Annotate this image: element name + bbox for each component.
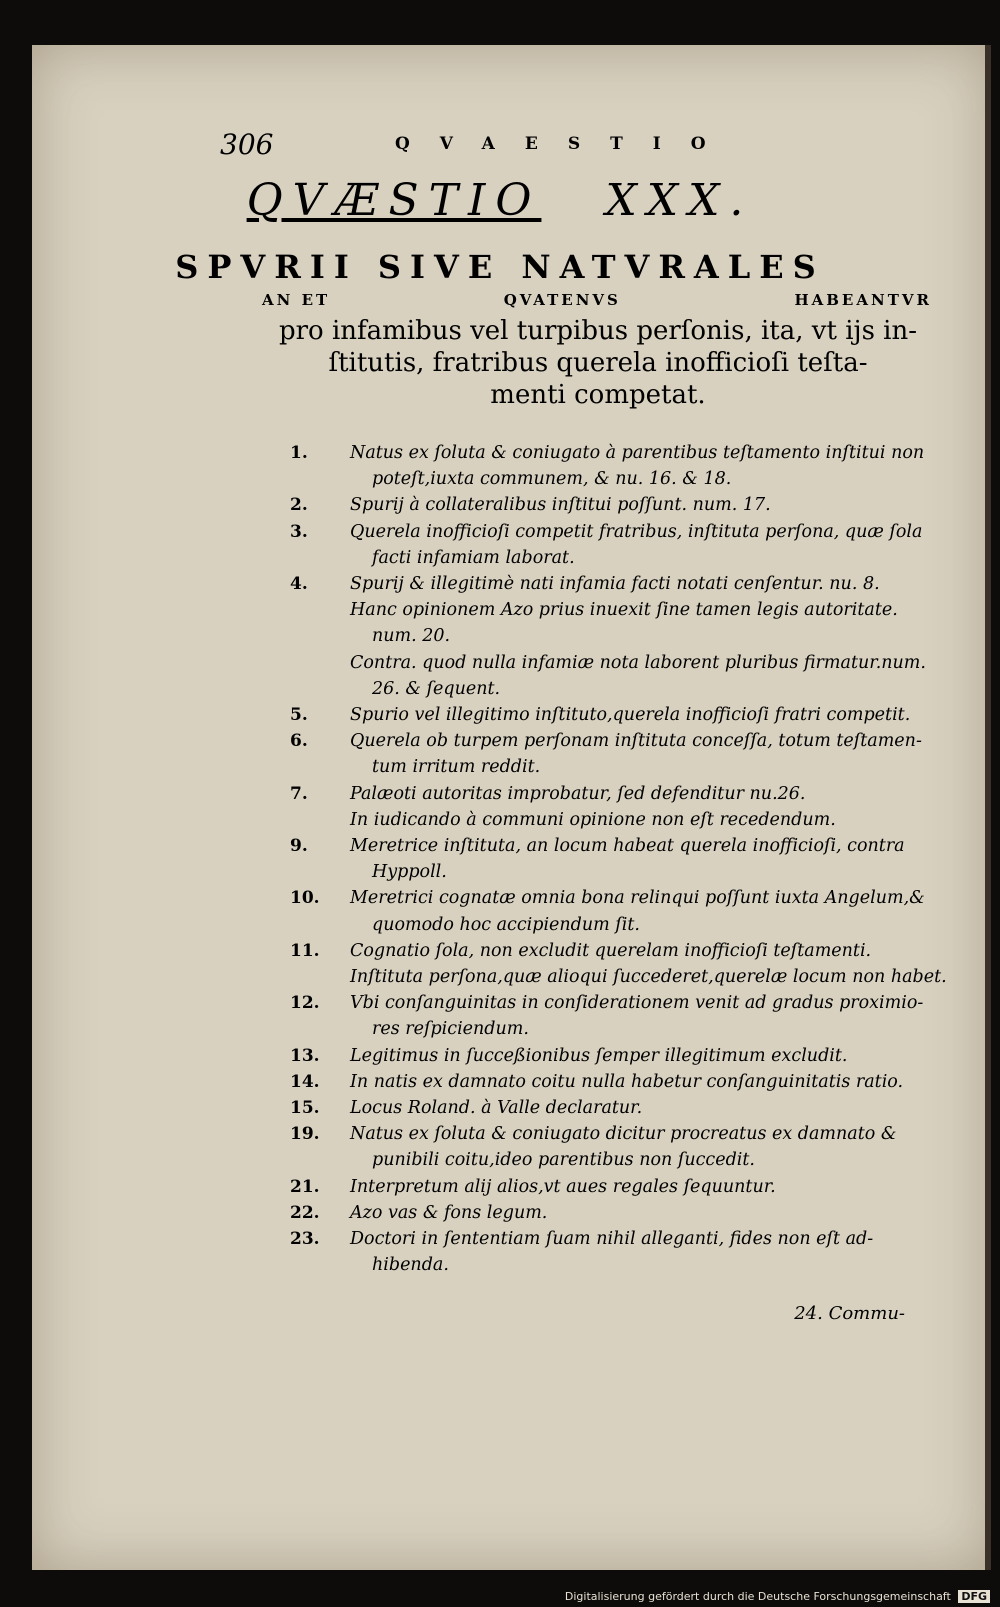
entry-number: 9.	[290, 836, 308, 856]
title-part1: QVÆSTIO	[246, 175, 542, 226]
entry-line: tum irritum reddit.	[372, 757, 541, 778]
running-head: QVAESTIO	[395, 134, 736, 154]
page-header	[0, 128, 1000, 164]
entry-line: Locus Roland. à Valle declaratur.	[350, 1098, 643, 1118]
entry-number: 19.	[290, 1124, 320, 1145]
entry-line: Doctori in ſententiam ſuam nihil alleganti, fides non eſt ad-	[350, 1229, 874, 1249]
page-title	[0, 175, 1000, 226]
entry-line: Vbi conſanguinitas in conſiderationem venit ad gradus proximio-	[350, 993, 924, 1014]
heading-line-2	[262, 291, 932, 309]
heading-line-2-left: AN ET	[262, 291, 331, 309]
entry-number: 22.	[290, 1202, 320, 1223]
entry-line: Natus ex ſoluta & coniugato à parentibus teſtamento inſtitui non	[350, 443, 925, 463]
entry-line: Palæoti autoritas improbatur, ſed defenditur nu.26.	[350, 783, 806, 804]
entry-line: Spurij à collateralibus inſtitui poſſunt. num. 17.	[350, 495, 771, 516]
entry-number: 7.	[290, 783, 308, 804]
catchword: 24. Commu-	[794, 1303, 905, 1324]
heading-line-2-mid: QVATENVS	[503, 291, 621, 309]
entry-number: 6.	[290, 731, 308, 752]
entry-line: In iudicando à communi opinione non eſt recedendum.	[350, 809, 836, 830]
footer-text: Digitalisierung gefördert durch die Deutsche Forschungsgemeinschaft	[564, 1590, 951, 1603]
entry-number: 23.	[290, 1229, 320, 1249]
footer-credit	[565, 1590, 990, 1603]
heading-subtitle-line: menti competat.	[490, 380, 706, 410]
entry-number: 3.	[290, 521, 308, 542]
entry-number: 14.	[290, 1071, 320, 1092]
entry-line: num. 20.	[372, 626, 451, 647]
entry-line: Hanc opinionem Azo prius inuexit ſine tamen legis autoritate.	[350, 600, 898, 621]
entry-line: Interpretum alij alios,vt aues regales ſequuntur.	[350, 1176, 776, 1197]
entry-number: 15.	[290, 1098, 320, 1118]
title-part2: XXX.	[605, 175, 754, 226]
entry-line: Meretrici cognatæ omnia bona relinqui poſſunt iuxta Angelum,&	[350, 888, 925, 909]
entry-line: Meretrice inſtituta, an locum habeat querela inofficioſi, contra	[350, 836, 905, 856]
entry-line: Hyppoll.	[372, 862, 447, 883]
heading-subtitle	[268, 315, 928, 411]
entry-line: In natis ex damnato coitu nulla habetur conſanguinitatis ratio.	[350, 1071, 904, 1092]
entry-line: poteſt,iuxta communem, & nu. 16. & 18.	[372, 469, 732, 490]
entry-number: 5.	[290, 705, 308, 725]
entry-number: 2.	[290, 495, 308, 516]
entry-line: Querela ob turpem perſonam inſtituta conceſſa, totum teſtamen-	[350, 731, 922, 752]
entry-line: Azo vas & fons legum.	[350, 1202, 548, 1223]
entry-number: 13.	[290, 1045, 320, 1066]
entry-line: facti infamiam laborat.	[372, 547, 575, 568]
entry-number: 21.	[290, 1176, 320, 1197]
entry-line: res reſpiciendum.	[372, 1019, 529, 1040]
entry-line: punibili coitu,ideo parentibus non ſuccedit.	[372, 1150, 755, 1171]
entry-line: Legitimus in ſucceßionibus ſemper illegitimum excludit.	[350, 1045, 848, 1066]
page-number: 306	[220, 128, 274, 161]
entry-number: 11.	[290, 940, 320, 961]
entry-line: Inſtituta perſona,quæ alioqui ſuccederet,querelæ locum non habet.	[350, 967, 947, 987]
entry-line: Contra. quod nulla infamiæ nota laborent pluribus firmatur.num.	[350, 652, 926, 673]
entry-line: Natus ex ſoluta & coniugato dicitur procreatus ex damnato &	[350, 1124, 897, 1145]
entry-line: Querela inofficioſi competit fratribus, inſtituta perſona, quæ ſola	[350, 521, 923, 542]
heading-line-2-right: HABEANTVR	[794, 291, 932, 309]
entry-number: 12.	[290, 993, 320, 1014]
heading-line-1: SPVRII SIVE NATVRALES	[175, 248, 825, 286]
entry-line: hibenda.	[372, 1255, 449, 1276]
entry-line: Spurij & illegitimè nati infamia facti notati cenſentur. nu. 8.	[350, 574, 880, 594]
entry-number: 10.	[290, 888, 320, 909]
entry-line: Spurio vel illegitimo inſtituto,querela inofficioſi fratri competit.	[350, 705, 911, 725]
dfg-logo: DFG	[958, 1590, 990, 1603]
heading-subtitle-line: ſtitutis, fratribus querela inofficioſi teſta-	[328, 348, 868, 378]
entry-line: Cognatio ſola, non excludit querelam inofficioſi teſtamenti.	[350, 940, 872, 961]
entry-line: 26. & ſequent.	[372, 678, 501, 699]
entry-line: quomodo hoc accipiendum ſit.	[372, 914, 640, 935]
entry-number: 1.	[290, 443, 308, 463]
entry-number: 4.	[290, 574, 308, 594]
heading-subtitle-line: pro infamibus vel turpibus perſonis, ita, vt ijs in-	[278, 316, 918, 346]
